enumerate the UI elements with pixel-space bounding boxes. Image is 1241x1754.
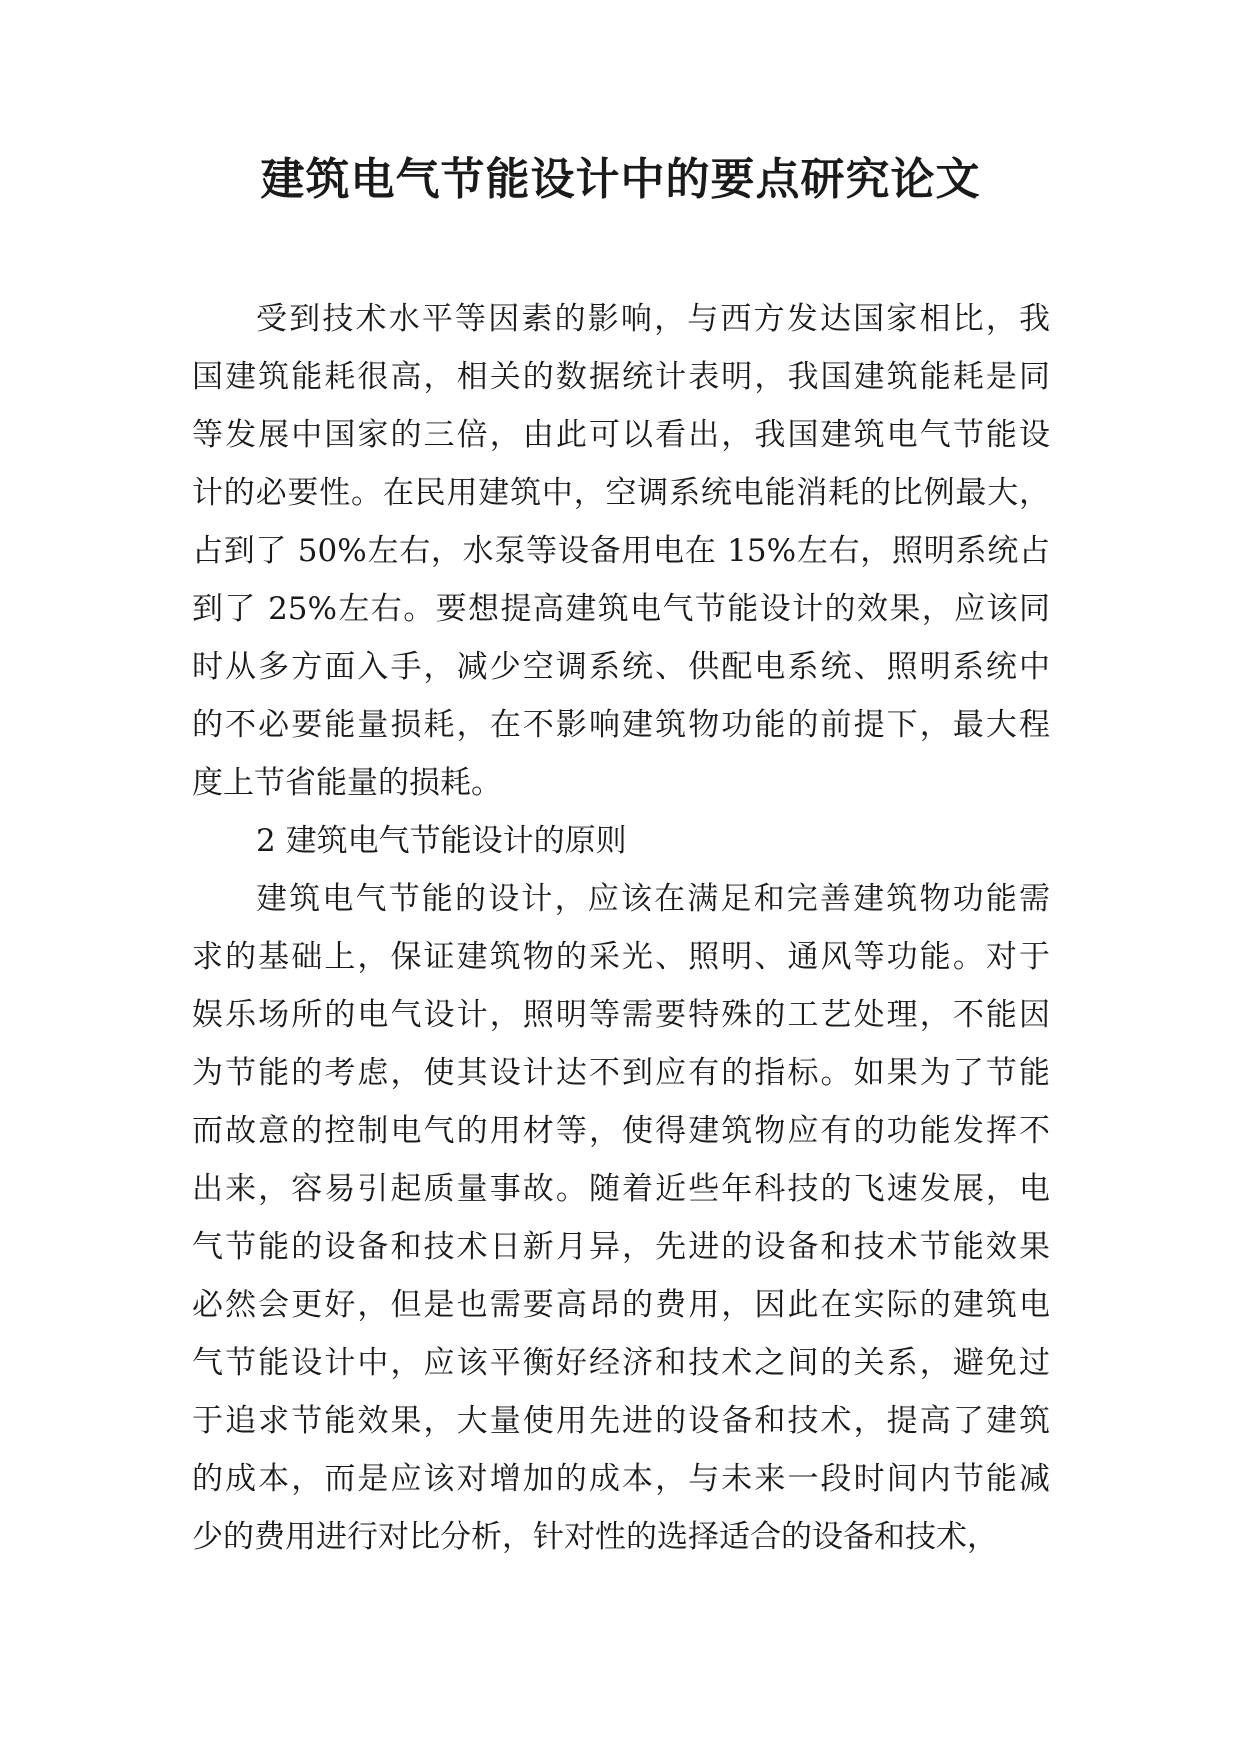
document-body	[192, 290, 1050, 1566]
text-line: 受到技术水平等因素的影响，与西方发达国家相比，我	[256, 301, 1050, 337]
text-line: 建筑电气节能的设计，应该在满足和完善建筑物功能需	[256, 881, 1050, 917]
text-line: 2 建筑电气节能设计的原则	[256, 823, 627, 859]
paragraph	[192, 870, 1050, 1566]
text-line: 国建筑能耗很高，相关的数据统计表明，我国建筑能耗是同	[192, 359, 1050, 395]
text-line: 娱乐场所的电气设计，照明等需要特殊的工艺处理，不能因	[192, 997, 1050, 1033]
text-line: 计的必要性。在民用建筑中，空调系统电能消耗的比例最大，	[192, 475, 1050, 511]
text-line: 等发展中国家的三倍，由此可以看出，我国建筑电气节能设	[192, 417, 1050, 453]
text-line: 占到了 50%左右，水泵等设备用电在 15%左右，照明系统占	[192, 533, 1050, 569]
text-line: 气节能的设备和技术日新月异，先进的设备和技术节能效果	[192, 1229, 1050, 1265]
text-line: 到了 25%左右。要想提高建筑电气节能设计的效果，应该同	[192, 591, 1050, 627]
text-line: 气节能设计中，应该平衡好经济和技术之间的关系，避免过	[192, 1345, 1050, 1381]
document-title: 建筑电气节能设计中的要点研究论文	[260, 154, 981, 205]
paragraph	[192, 290, 1050, 812]
text-line: 时从多方面入手，减少空调系统、供配电系统、照明系统中	[192, 649, 1050, 685]
text-line: 必然会更好，但是也需要高昂的费用，因此在实际的建筑电	[192, 1287, 1050, 1323]
text-line: 求的基础上，保证建筑物的采光、照明、通风等功能。对于	[192, 939, 1050, 975]
section-heading	[192, 812, 1050, 870]
text-line: 出来，容易引起质量事故。随着近些年科技的飞速发展，电	[192, 1171, 1050, 1207]
text-line: 为节能的考虑，使其设计达不到应有的指标。如果为了节能	[192, 1055, 1050, 1091]
text-line: 于追求节能效果，大量使用先进的设备和技术，提高了建筑	[192, 1403, 1050, 1439]
text-line: 而故意的控制电气的用材等，使得建筑物应有的功能发挥不	[192, 1113, 1050, 1149]
text-line: 的成本，而是应该对增加的成本，与未来一段时间内节能减	[192, 1461, 1050, 1497]
text-line: 度上节省能量的损耗。	[192, 765, 502, 801]
text-line: 的不必要能量损耗，在不影响建筑物功能的前提下，最大程	[192, 707, 1050, 743]
text-line: 少的费用进行对比分析，针对性的选择适合的设备和技术，	[192, 1519, 998, 1555]
